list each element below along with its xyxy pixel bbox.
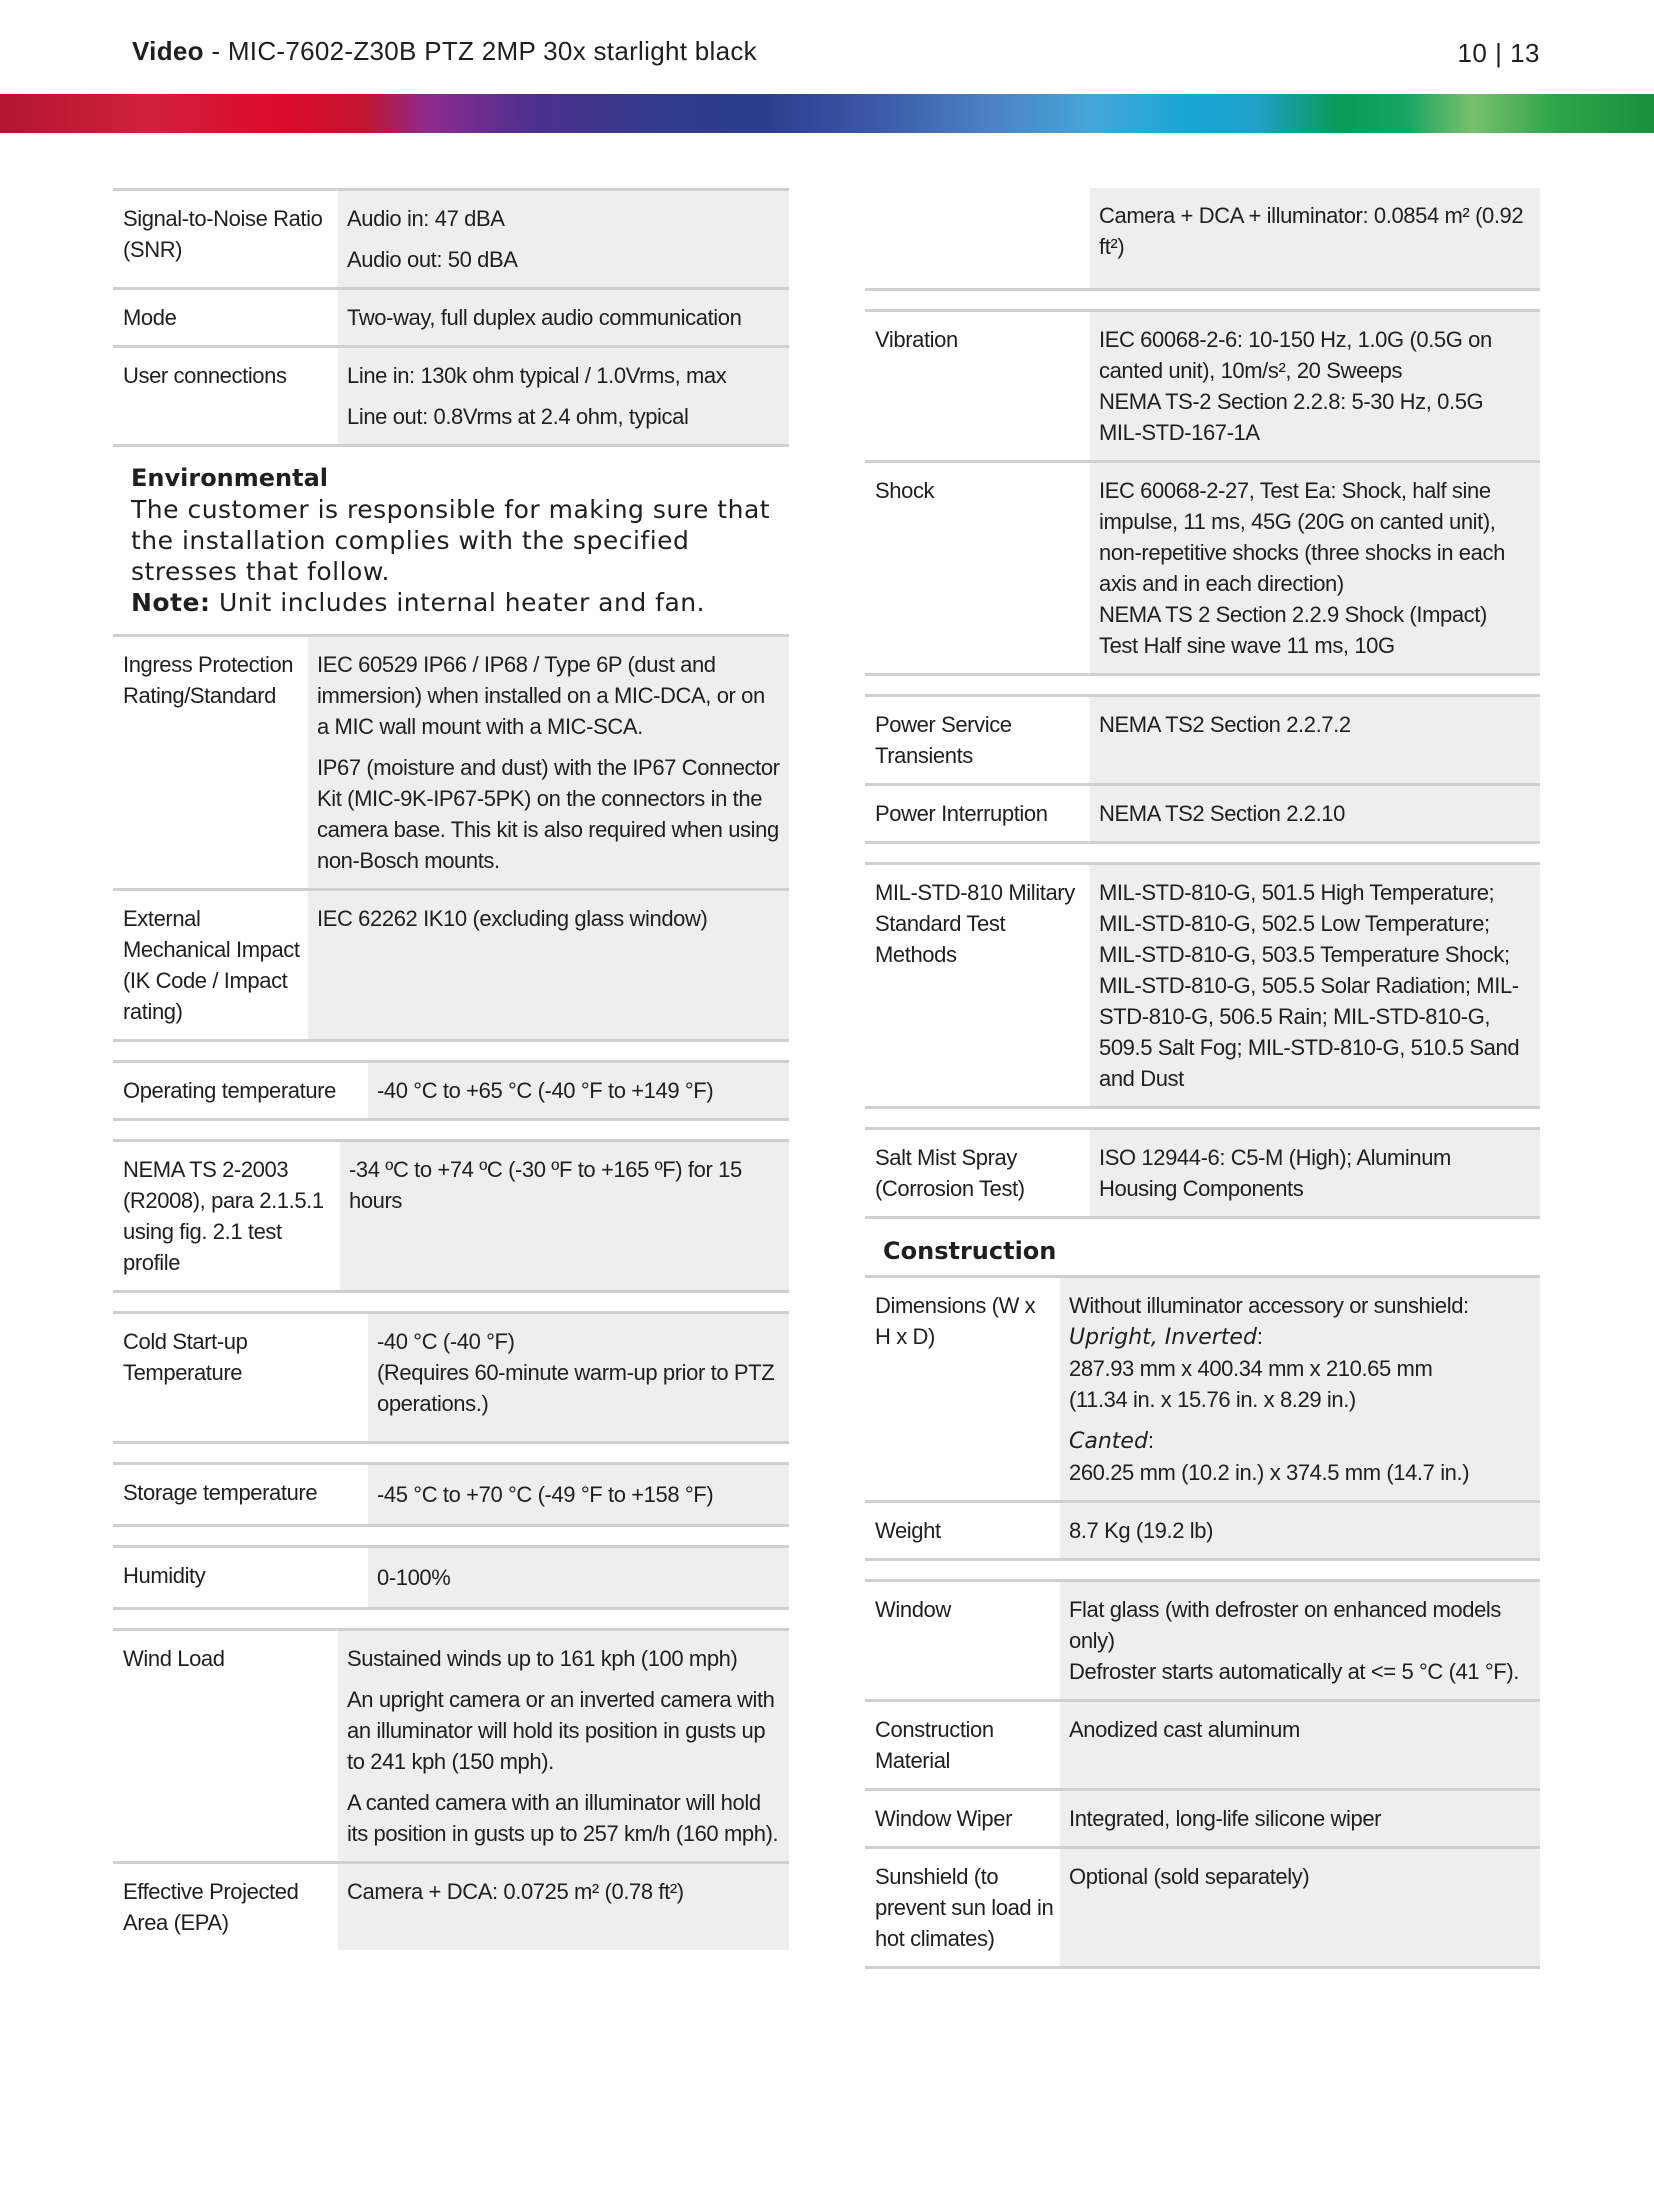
spec-row-weight xyxy=(865,1503,1540,1561)
spec-value-line: IEC 60529 IP66 / IP68 / Type 6P (dust and immersion) when installed on a MIC-DCA, or on a MIC wall mount with a MIC-SCA. xyxy=(317,652,765,739)
spec-label: Mode xyxy=(123,305,177,330)
spec-label: Vibration xyxy=(875,327,958,352)
environmental-table-right xyxy=(865,188,1540,1219)
brand-color-band xyxy=(0,94,1654,133)
spec-label: Weight xyxy=(875,1518,941,1543)
spec-value xyxy=(338,348,789,444)
spec-row-cold-start xyxy=(113,1314,789,1444)
spec-row-operating-temperature xyxy=(113,1063,789,1121)
row-gap xyxy=(865,676,1540,697)
dimensions-intro: Without illuminator accessory or sunshield: xyxy=(1069,1293,1469,1318)
spec-value-line: Line out: 0.8Vrms at 2.4 ohm, typical xyxy=(347,404,689,429)
spec-row-wind-load xyxy=(113,1631,789,1864)
right-column xyxy=(865,188,1540,1969)
left-column xyxy=(113,188,789,1950)
spec-value: IEC 62262 IK10 (excluding glass window) xyxy=(308,891,789,1039)
upright-values: 287.93 mm x 400.34 mm x 210.65 mm (11.34 in. x 15.76 in. x 8.29 in.) xyxy=(1069,1356,1433,1412)
row-gap xyxy=(113,1042,789,1063)
spec-value: 8.7 Kg (19.2 lb) xyxy=(1060,1503,1540,1558)
spec-value-line: Audio in: 47 dBA xyxy=(347,206,505,231)
spec-value: -40 °C (-40 °F) (Requires 60-minute warm-up prior to PTZ operations.) xyxy=(368,1314,789,1441)
spec-label: Ingress Protection Rating/Standard xyxy=(123,652,294,708)
construction-table xyxy=(865,1275,1540,1969)
spec-label: Window xyxy=(875,1597,951,1622)
spec-row-snr xyxy=(113,191,789,290)
spec-row-vibration xyxy=(865,312,1540,463)
note-label: Note: xyxy=(131,588,211,617)
spec-row-shock xyxy=(865,463,1540,676)
spec-value: Optional (sold separately) xyxy=(1060,1849,1540,1966)
spec-row-construction-material xyxy=(865,1702,1540,1791)
spec-label: Cold Start-up Temperature xyxy=(123,1329,248,1385)
note-text: Unit includes internal heater and fan. xyxy=(210,588,706,617)
spec-value-line: A canted camera with an illuminator will hold its position in gusts up to 257 km/h (160 mph). xyxy=(347,1790,779,1846)
spec-label: Construction Material xyxy=(875,1717,994,1773)
spec-value-line: Sustained winds up to 161 kph (100 mph) xyxy=(347,1646,738,1671)
row-gap xyxy=(113,1293,789,1314)
row-gap xyxy=(113,1444,789,1465)
spec-label: MIL-STD-810 Military Standard Test Methods xyxy=(875,880,1075,967)
row-gap xyxy=(113,1121,789,1142)
spec-label: NEMA TS 2-2003 (R2008), para 2.1.5.1 using fig. 2.1 test profile xyxy=(123,1157,324,1275)
spec-value: Two-way, full duplex audio communication xyxy=(338,290,789,345)
spec-label: Effective Projected Area (EPA) xyxy=(123,1879,299,1935)
canted-label: Canted xyxy=(1069,1429,1148,1454)
section-heading-construction: Construction xyxy=(883,1237,1057,1265)
environmental-description: The customer is responsible for making sure that the installation complies with the specified stresses that follow. xyxy=(131,495,771,586)
row-gap xyxy=(113,1527,789,1548)
spec-row-power-service-transients xyxy=(865,697,1540,786)
spec-value: Integrated, long-life silicone wiper xyxy=(1060,1791,1540,1846)
spec-label: Signal-to-Noise Ratio (SNR) xyxy=(123,206,323,262)
spec-value xyxy=(308,637,789,888)
spec-label: Salt Mist Spray (Corrosion Test) xyxy=(875,1145,1025,1201)
header-category: Video xyxy=(132,36,204,66)
row-gap xyxy=(865,844,1540,865)
spec-row-storage-temperature xyxy=(113,1465,789,1527)
environmental-section xyxy=(113,447,789,634)
canted-values: 260.25 mm (10.2 in.) x 374.5 mm (14.7 in.) xyxy=(1069,1460,1470,1485)
spec-value-line: Line in: 130k ohm typical / 1.0Vrms, max xyxy=(347,363,727,388)
spec-row-window xyxy=(865,1582,1540,1702)
spec-row-mechanical-impact xyxy=(113,891,789,1042)
spec-value: IEC 60068-2-6: 10-150 Hz, 1.0G (0.5G on canted unit), 10m/s², 20 Sweeps NEMA TS-2 Section 2.2.8: 5-30 Hz, 0.5G MIL-STD-167-1A xyxy=(1090,312,1540,460)
spec-row-salt-mist xyxy=(865,1130,1540,1219)
spec-label: Power Service Transients xyxy=(875,712,1012,768)
row-gap xyxy=(865,1561,1540,1582)
spec-label: Storage temperature xyxy=(123,1480,318,1505)
spec-label: Wind Load xyxy=(123,1646,225,1671)
section-heading-environmental: Environmental xyxy=(131,464,329,492)
spec-row-mode xyxy=(113,290,789,348)
spec-label: Humidity xyxy=(123,1563,206,1588)
spec-value: -45 °C to +70 °C (-49 °F to +158 °F) xyxy=(368,1465,789,1524)
spec-value-line: Audio out: 50 dBA xyxy=(347,247,518,272)
header-product: MIC-7602-Z30B PTZ 2MP 30x starlight black xyxy=(227,36,757,66)
spec-value: -40 °C to +65 °C (-40 °F to +149 °F) xyxy=(368,1063,789,1118)
header-title xyxy=(132,36,757,67)
spec-label: Dimensions (W x H x D) xyxy=(875,1293,1036,1349)
dimensions-upright: Upright, Inverted: xyxy=(1069,1324,1263,1350)
spec-label: Window Wiper xyxy=(875,1806,1013,1831)
header-separator: - xyxy=(203,36,228,66)
audio-table xyxy=(113,188,789,447)
spec-value: Flat glass (with defroster on enhanced models only) Defroster starts automatically at <= 5 °C (41 °F). xyxy=(1060,1582,1540,1699)
spec-value: -34 ºC to +74 ºC (-30 ºF to +165 ºF) for 15 hours xyxy=(340,1142,789,1290)
spec-value xyxy=(338,191,789,287)
spec-row-humidity xyxy=(113,1548,789,1610)
spec-value: Camera + DCA + illuminator: 0.0854 m² (0.92 ft²) xyxy=(1090,188,1540,288)
spec-label: User connections xyxy=(123,363,287,388)
upright-label: Upright, Inverted xyxy=(1069,1325,1257,1350)
spec-label: Power Interruption xyxy=(875,801,1048,826)
spec-label xyxy=(865,188,1090,288)
row-gap xyxy=(865,1109,1540,1130)
spec-row-mil-std-810 xyxy=(865,865,1540,1109)
spec-row-power-interruption xyxy=(865,786,1540,844)
spec-row-user-connections xyxy=(113,348,789,447)
spec-value-line: An upright camera or an inverted camera with an illuminator will hold its position in gusts up to 241 kph (150 mph). xyxy=(347,1687,775,1774)
spec-row-nema-ts2 xyxy=(113,1142,789,1293)
dimensions-canted: Canted: xyxy=(1069,1428,1154,1454)
spec-value xyxy=(1060,1278,1540,1500)
spec-row-window-wiper xyxy=(865,1791,1540,1849)
environmental-note xyxy=(131,587,771,618)
row-gap xyxy=(865,291,1540,312)
spec-label: Sunshield (to prevent sun load in hot climates) xyxy=(875,1864,1054,1951)
row-gap xyxy=(113,1610,789,1631)
spec-value: 0-100% xyxy=(368,1548,789,1607)
spec-value: IEC 60068-2-27, Test Ea: Shock, half sine impulse, 11 ms, 45G (20G on canted unit), non-repetitive shocks (three shocks in each axis and in each direction) NEMA TS 2 Section 2.2.9 Shock (Impact) Test Half sine wave 11 ms, 10G xyxy=(1090,463,1540,673)
spec-label: Operating temperature xyxy=(123,1078,336,1103)
spec-value: NEMA TS2 Section 2.2.7.2 xyxy=(1090,697,1540,783)
spec-row-epa-continued xyxy=(865,188,1540,291)
environmental-table-left xyxy=(113,634,789,1950)
spec-value: Anodized cast aluminum xyxy=(1060,1702,1540,1788)
spec-value: Camera + DCA: 0.0725 m² (0.78 ft²) xyxy=(338,1864,789,1950)
spec-row-sunshield xyxy=(865,1849,1540,1969)
spec-value: ISO 12944-6: C5-M (High); Aluminum Housing Components xyxy=(1090,1130,1540,1216)
spec-value: MIL-STD-810-G, 501.5 High Temperature; MIL-STD-810-G, 502.5 Low Temperature; MIL-STD-810-G, 503.5 Temperature Shock; MIL-STD-810-G, 505.5 Solar Radiation; MIL-STD-810-G, 506.5 Rain; MIL-STD-810-G, 509.5 Salt Fog; MIL-STD-810-G, 510.5 Sand and Dust xyxy=(1090,865,1540,1106)
spec-value: NEMA TS2 Section 2.2.10 xyxy=(1090,786,1540,841)
spec-value xyxy=(338,1631,789,1861)
spec-value-line: IP67 (moisture and dust) with the IP67 Connector Kit (MIC-9K-IP67-5PK) on the connectors in the camera base. This kit is also required when using non-Bosch mounts. xyxy=(317,755,780,873)
spec-row-dimensions xyxy=(865,1278,1540,1503)
spec-row-ingress xyxy=(113,637,789,891)
page-number: 10 | 13 xyxy=(1457,38,1540,68)
spec-label: External Mechanical Impact (IK Code / Impact rating) xyxy=(123,906,300,1024)
spec-label: Shock xyxy=(875,478,935,503)
spec-row-epa xyxy=(113,1864,789,1950)
